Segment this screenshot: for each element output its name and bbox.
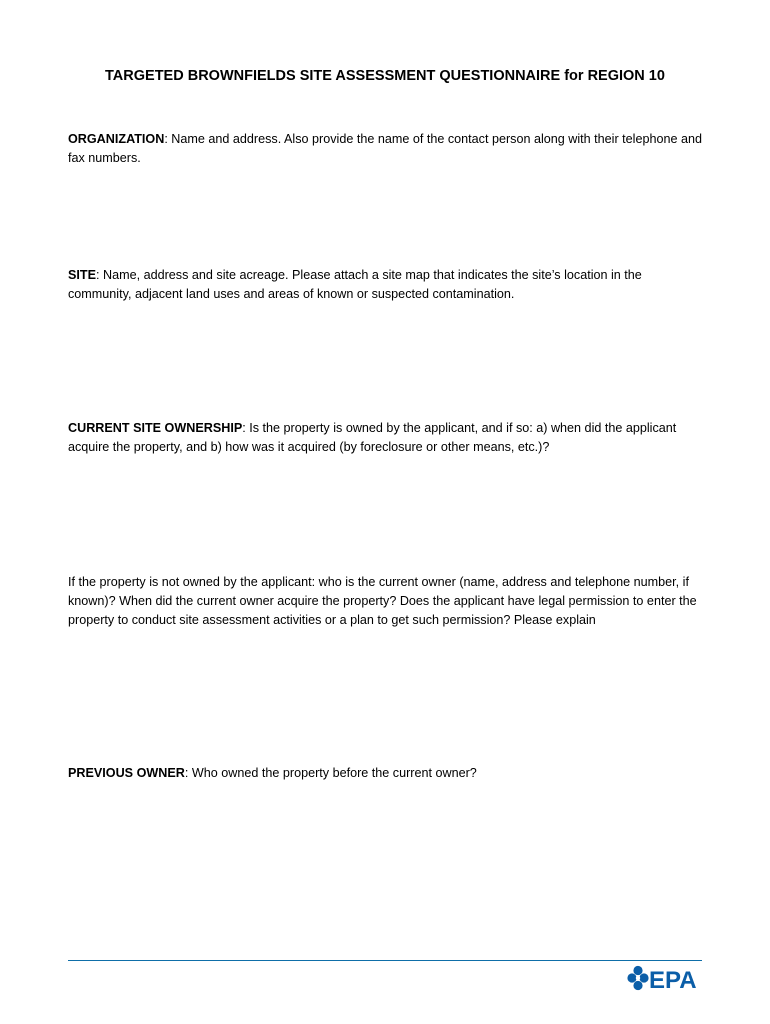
previous-owner-question xyxy=(68,764,708,783)
current-ownership-label: CURRENT SITE OWNERSHIP xyxy=(68,421,243,435)
site-text: : Name, address and site acreage. Please attach a site map that indicates the site’s location in the community, adjacent land uses and areas of known or suspected contamination. xyxy=(68,268,642,301)
document-title: TARGETED BROWNFIELDS SITE ASSESSMENT QUESTIONNAIRE for REGION 10 xyxy=(105,68,665,84)
organization-label: ORGANIZATION xyxy=(68,132,165,146)
current-ownership-text: : Is the property is owned by the applicant, and if so: a) when did the applicant acquire the property, and b) how was it acquired (by foreclosure or other means, etc.)? xyxy=(68,421,677,454)
epa-flower-icon xyxy=(627,966,648,990)
not-owned-text: If the property is not owned by the applicant: who is the current owner (name, address and telephone number, if known)? When did the current owner acquire the property? Does the applicant have legal permission to enter the property to conduct site assessment activities or a plan to get such permission? Please explain xyxy=(68,575,697,627)
previous-owner-label: PREVIOUS OWNER xyxy=(68,766,185,780)
epa-logo xyxy=(627,964,705,992)
footer-divider xyxy=(68,960,702,961)
organization-question xyxy=(68,130,708,168)
current-ownership-question xyxy=(68,419,708,457)
site-label: SITE xyxy=(68,268,96,282)
not-owned-question xyxy=(68,573,708,630)
site-question xyxy=(68,266,708,304)
organization-text: : Name and address. Also provide the name of the contact person along with their telephone and fax numbers. xyxy=(68,132,702,165)
epa-logo-text: EPA xyxy=(649,967,697,992)
previous-owner-text: : Who owned the property before the current owner? xyxy=(184,766,477,780)
